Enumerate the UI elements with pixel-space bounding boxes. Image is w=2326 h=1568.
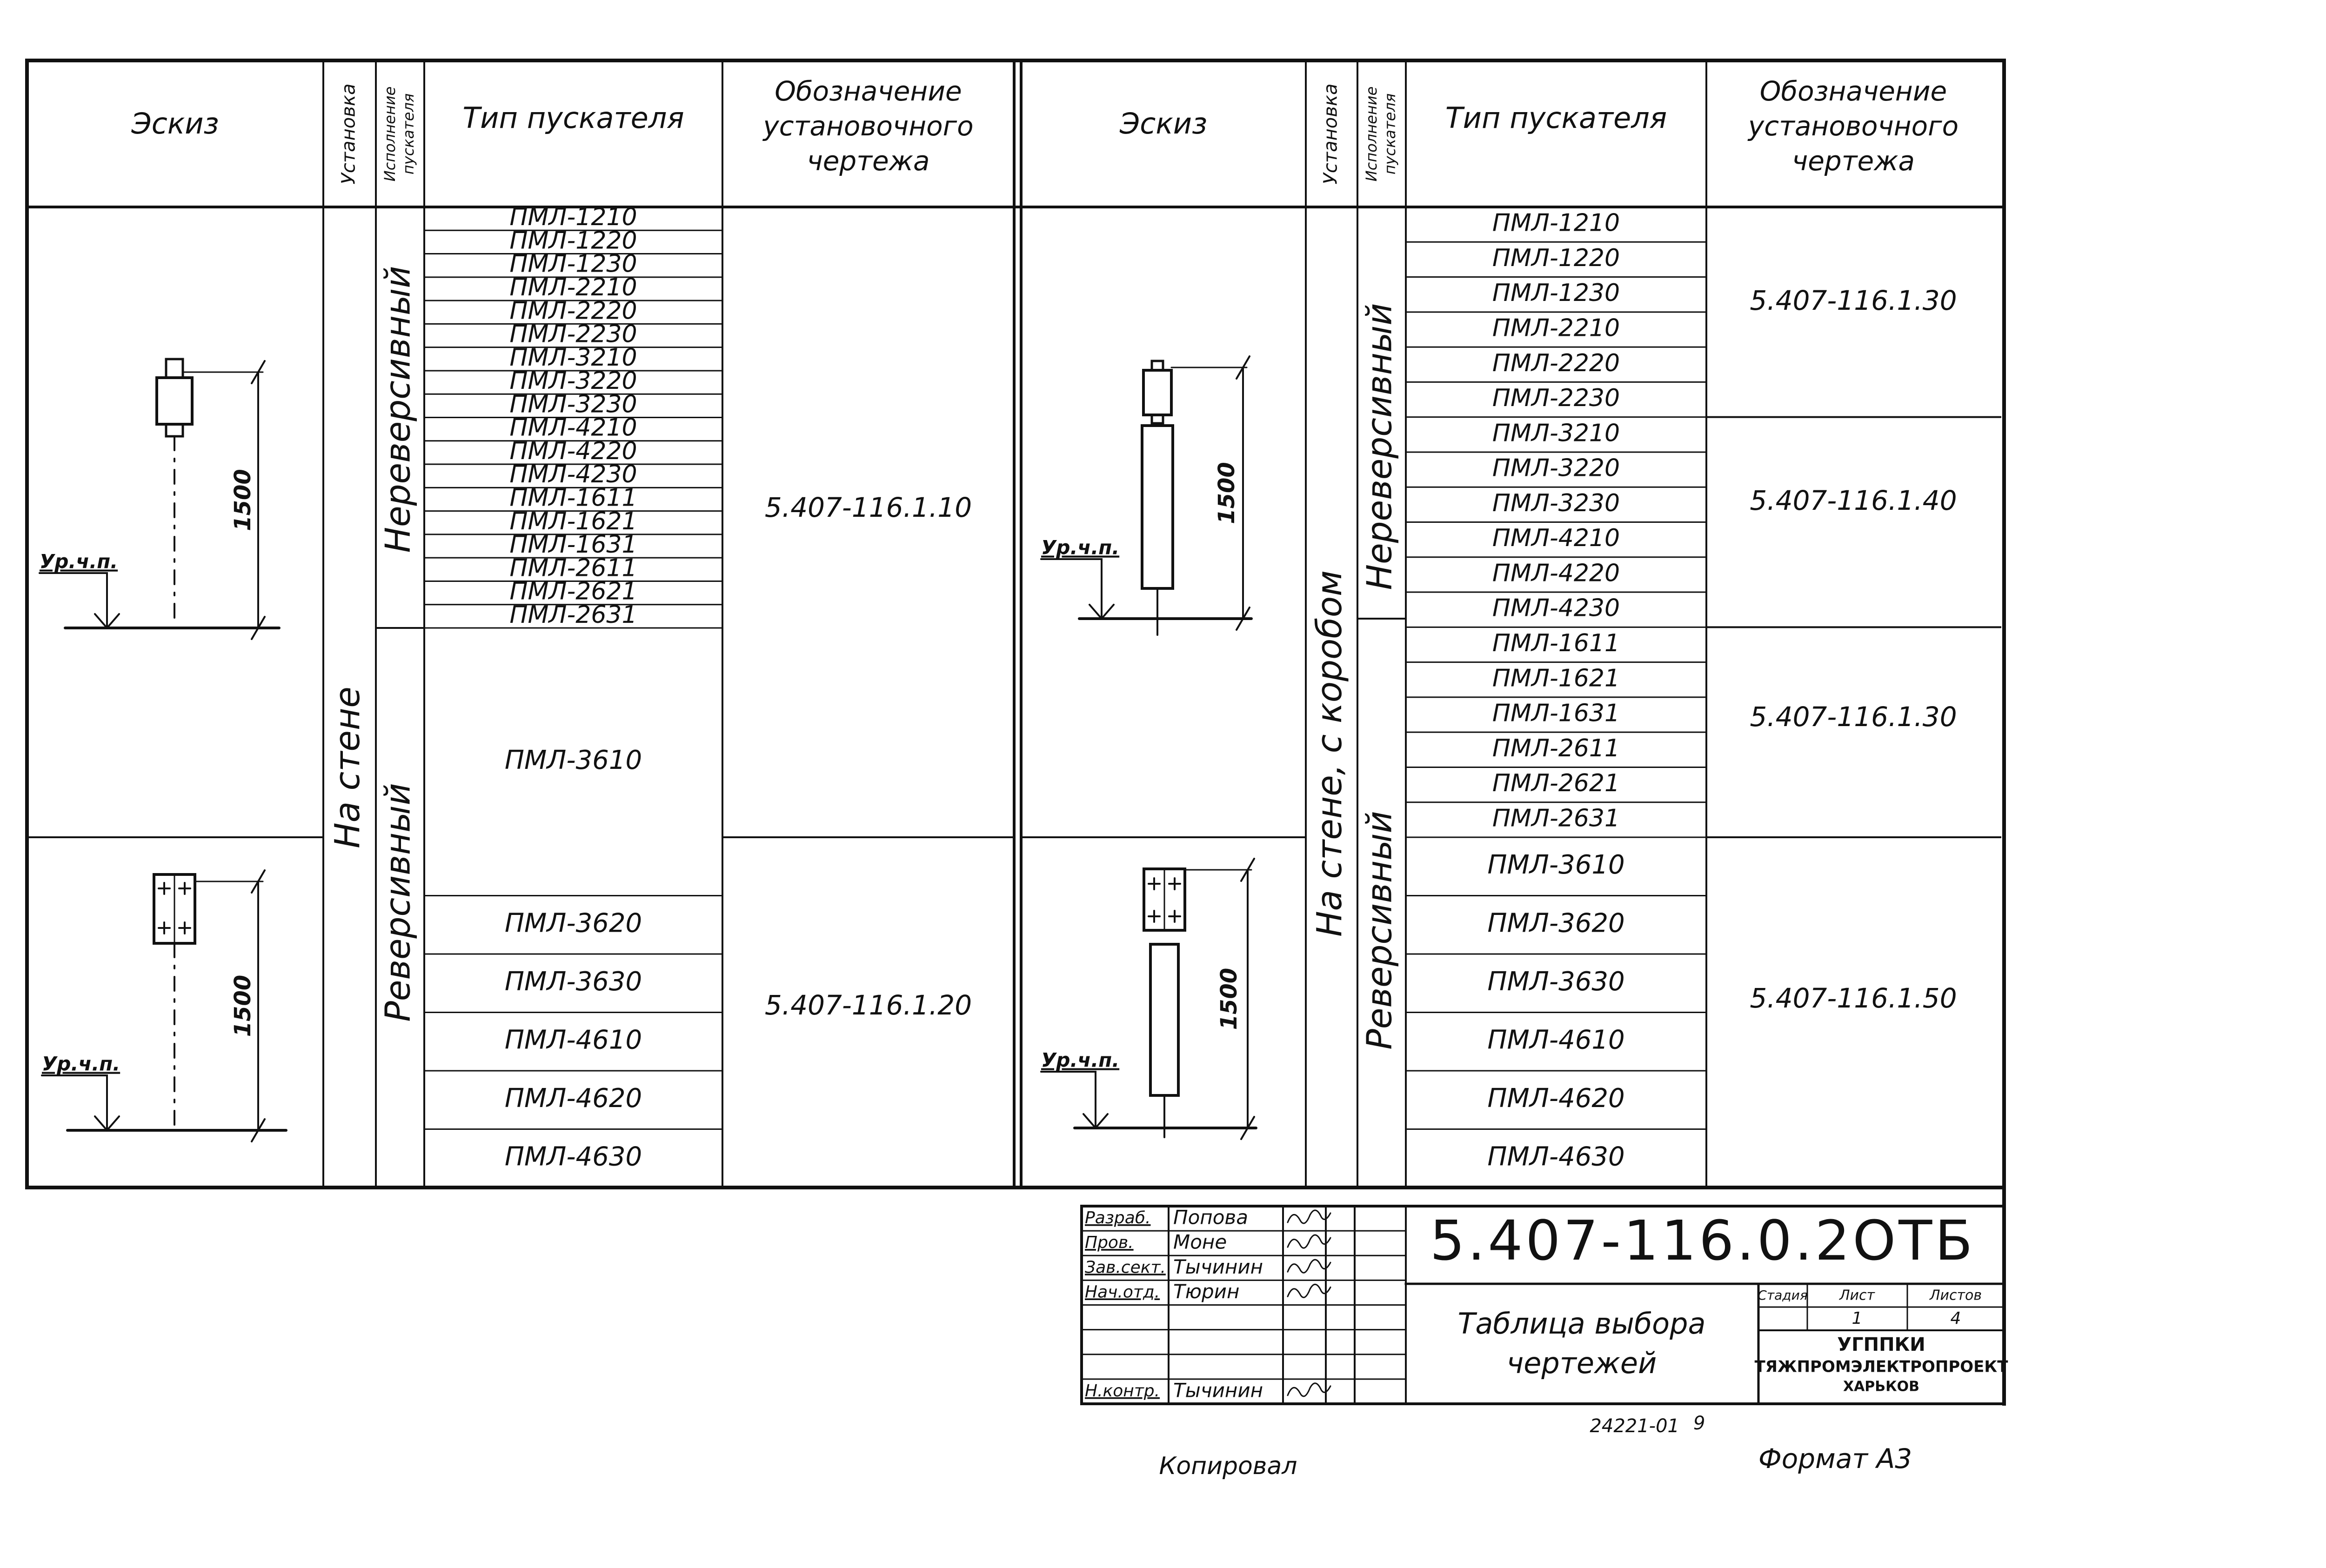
drawing-designation: 5.407-116.1.30 xyxy=(1750,701,1957,733)
drawing-designation: 5.407-116.1.50 xyxy=(1750,982,1957,1014)
starter-type-cell: ПМЛ-3210 xyxy=(509,343,637,372)
starter-type-cell: ПМЛ-1631 xyxy=(1492,699,1620,727)
signature-role: Пров. xyxy=(1085,1233,1134,1253)
starter-type-cell: ПМЛ-1230 xyxy=(1492,279,1620,307)
starter-type-cell: ПМЛ-1621 xyxy=(1492,664,1620,693)
copied-label: Копировал xyxy=(1159,1452,1297,1480)
starter-type-cell: ПМЛ-1631 xyxy=(509,531,637,559)
starter-type-cell: ПМЛ-2210 xyxy=(1492,314,1620,342)
drawing-designation: 5.407-116.1.20 xyxy=(764,989,972,1021)
starter-type-cell: ПМЛ-1611 xyxy=(1492,629,1620,657)
signature-scribble xyxy=(1288,1210,1330,1223)
starter-type-cell: ПМЛ-2230 xyxy=(509,320,637,348)
header-sketch: Эскиз xyxy=(131,107,219,141)
starter-type-cell: ПМЛ-1230 xyxy=(509,250,637,278)
stage-label: Стадия xyxy=(1758,1288,1808,1303)
starter-type-cell: ПМЛ-1210 xyxy=(509,203,637,232)
floor-level-label: Ур.ч.п. xyxy=(1041,536,1120,559)
signature-role: Н.контр. xyxy=(1085,1381,1160,1401)
execution-label: Нереверсивный xyxy=(378,266,418,553)
starter-body xyxy=(1143,370,1171,415)
floor-level-label: Ур.ч.п. xyxy=(1041,1048,1120,1072)
starter-type-cell: ПМЛ-3230 xyxy=(509,390,637,419)
header-designation: Обозначение xyxy=(1759,75,1947,107)
terminal-cross xyxy=(1169,911,1180,922)
inventory-number: 24221-01 xyxy=(1590,1415,1679,1437)
terminal-cross xyxy=(179,883,190,894)
starter-type-cell: ПМЛ-4220 xyxy=(1492,559,1620,587)
execution-label: Реверсивный xyxy=(1359,811,1400,1050)
terminal-cross xyxy=(1149,878,1160,889)
starter-type-cell: ПМЛ-3620 xyxy=(1487,908,1625,939)
starter-type-cell: ПМЛ-2631 xyxy=(509,601,637,629)
format-label: Формат А3 xyxy=(1758,1443,1912,1475)
drawing-designation: 5.407-116.1.40 xyxy=(1750,485,1957,517)
starter-type-cell: ПМЛ-3610 xyxy=(1487,849,1625,880)
starter-top-terminal xyxy=(166,359,183,378)
starter-type-cell: ПМЛ-2210 xyxy=(509,273,637,301)
terminal-cross xyxy=(159,883,170,894)
installation-label: На стене xyxy=(328,687,368,848)
header-execution: пускателя xyxy=(1381,93,1399,175)
starter-type-cell: ПМЛ-2230 xyxy=(1492,384,1620,413)
header-execution: Исполнение xyxy=(1363,86,1380,182)
starter-type-cell: ПМЛ-3620 xyxy=(504,908,642,939)
starter-type-cell: ПМЛ-4620 xyxy=(1487,1083,1625,1114)
signature-role: Разраб. xyxy=(1085,1208,1151,1228)
org-city: ХАРЬКОВ xyxy=(1843,1378,1920,1395)
starter-bottom-terminal xyxy=(166,424,183,436)
starter-type-cell: ПМЛ-1220 xyxy=(509,227,637,255)
dimension-value: 1500 xyxy=(1216,967,1242,1030)
starter-type-cell: ПМЛ-3220 xyxy=(509,367,637,395)
starter-type-cell: ПМЛ-3610 xyxy=(504,745,642,775)
dimension-value: 1500 xyxy=(230,974,256,1037)
drawing-designation: 5.407-116.1.30 xyxy=(1750,285,1957,317)
header-designation: Обозначение xyxy=(775,75,962,107)
header-designation: установочного xyxy=(763,110,974,142)
header-designation: чертежа xyxy=(1791,145,1915,177)
starter-body xyxy=(157,378,192,424)
document-title: чертежей xyxy=(1506,1346,1657,1381)
drawing-designation: 5.407-116.1.10 xyxy=(764,492,972,524)
starter-type-cell: ПМЛ-1611 xyxy=(509,484,637,512)
org-name: УГППКИ xyxy=(1837,1334,1925,1355)
terminal-cross xyxy=(1149,911,1160,922)
installation-label: На стене, с коробом xyxy=(1310,570,1350,937)
starter-type-cell: ПМЛ-3230 xyxy=(1492,489,1620,517)
starter-type-cell: ПМЛ-4230 xyxy=(509,460,637,489)
header-designation: установочного xyxy=(1748,110,1959,142)
execution-label: Реверсивный xyxy=(378,783,418,1022)
starter-type-cell: ПМЛ-4210 xyxy=(1492,524,1620,553)
cable-duct xyxy=(1142,426,1173,588)
org-name: ТЯЖПРОМЭЛЕКТРОПРОЕКТ xyxy=(1754,1357,2008,1376)
signature-scribble xyxy=(1288,1235,1330,1248)
starter-type-cell: ПМЛ-1210 xyxy=(1492,209,1620,237)
starter-type-cell: ПМЛ-1621 xyxy=(509,507,637,535)
floor-level-label: Ур.ч.п. xyxy=(40,550,118,573)
sheet-label: Лист xyxy=(1839,1287,1875,1304)
terminal-cross xyxy=(179,922,190,934)
document-title: Таблица выбора xyxy=(1457,1307,1706,1341)
signature-scribble xyxy=(1288,1284,1330,1297)
header-installation: Установка xyxy=(338,83,360,185)
signature-role: Нач.отд. xyxy=(1085,1282,1160,1302)
floor-leader xyxy=(42,1075,107,1130)
sheets-label: Листов xyxy=(1929,1287,1982,1304)
starter-type-cell: ПМЛ-4610 xyxy=(1487,1025,1625,1055)
starter-type-cell: ПМЛ-2621 xyxy=(509,577,637,606)
starter-type-cell: ПМЛ-2621 xyxy=(1492,769,1620,798)
starter-type-cell: ПМЛ-3630 xyxy=(504,966,642,997)
starter-type-cell: ПМЛ-4210 xyxy=(509,414,637,442)
document-code: 5.407-116.0.2ОТБ xyxy=(1430,1208,1976,1273)
sheet-count: 4 xyxy=(1950,1309,1961,1328)
starter-type-cell: ПМЛ-2611 xyxy=(1492,734,1620,762)
floor-leader xyxy=(1041,559,1102,619)
starter-type-cell: ПМЛ-2220 xyxy=(1492,349,1620,377)
signature-name: Моне xyxy=(1173,1230,1227,1254)
cable-duct xyxy=(1150,944,1178,1095)
floor-level-label: Ур.ч.п. xyxy=(42,1052,120,1075)
signature-scribble xyxy=(1288,1260,1330,1273)
starter-type-cell: ПМЛ-4220 xyxy=(509,437,637,465)
signature-name: Попова xyxy=(1173,1206,1248,1229)
signature-name: Тюрин xyxy=(1173,1280,1240,1303)
header-type: Тип пускателя xyxy=(462,101,684,135)
signature-scribble xyxy=(1288,1383,1330,1396)
starter-type-cell: ПМЛ-3630 xyxy=(1487,966,1625,997)
execution-label: Нереверсивный xyxy=(1359,303,1400,590)
starter-type-cell: ПМЛ-1220 xyxy=(1492,244,1620,272)
floor-leader xyxy=(40,573,107,628)
dimension-value: 1500 xyxy=(1214,462,1240,524)
starter-type-cell: ПМЛ-3220 xyxy=(1492,454,1620,482)
starter-type-cell: ПМЛ-3210 xyxy=(1492,419,1620,447)
inventory-suffix: 9 xyxy=(1693,1413,1705,1434)
signature-role: Зав.сект. xyxy=(1085,1258,1166,1277)
starter-type-cell: ПМЛ-2220 xyxy=(509,297,637,325)
starter-type-cell: ПМЛ-4630 xyxy=(504,1141,642,1172)
starter-type-cell: ПМЛ-4620 xyxy=(504,1083,642,1114)
signature-name: Тычинин xyxy=(1173,1379,1263,1402)
terminal-cross xyxy=(1169,878,1180,889)
sheet-number: 1 xyxy=(1851,1309,1863,1328)
header-execution: пускателя xyxy=(400,93,417,175)
header-designation: чертежа xyxy=(807,145,930,177)
header-type: Тип пускателя xyxy=(1445,101,1667,135)
dimension-value: 1500 xyxy=(230,469,256,531)
starter-type-cell: ПМЛ-4230 xyxy=(1492,594,1620,622)
frame-lines xyxy=(27,60,2004,1404)
starter-type-cell: ПМЛ-4630 xyxy=(1487,1141,1625,1172)
starter-type-cell: ПМЛ-2611 xyxy=(509,554,637,582)
terminal-cross xyxy=(159,922,170,934)
starter-type-cell: ПМЛ-2631 xyxy=(1492,804,1620,833)
header-execution: Исполнение xyxy=(381,86,399,182)
texts xyxy=(40,75,2008,1480)
starter-type-cell: ПМЛ-4610 xyxy=(504,1025,642,1055)
signature-name: Тычинин xyxy=(1173,1255,1263,1278)
header-sketch: Эскиз xyxy=(1119,107,1208,141)
header-installation: Установка xyxy=(1320,83,1342,185)
